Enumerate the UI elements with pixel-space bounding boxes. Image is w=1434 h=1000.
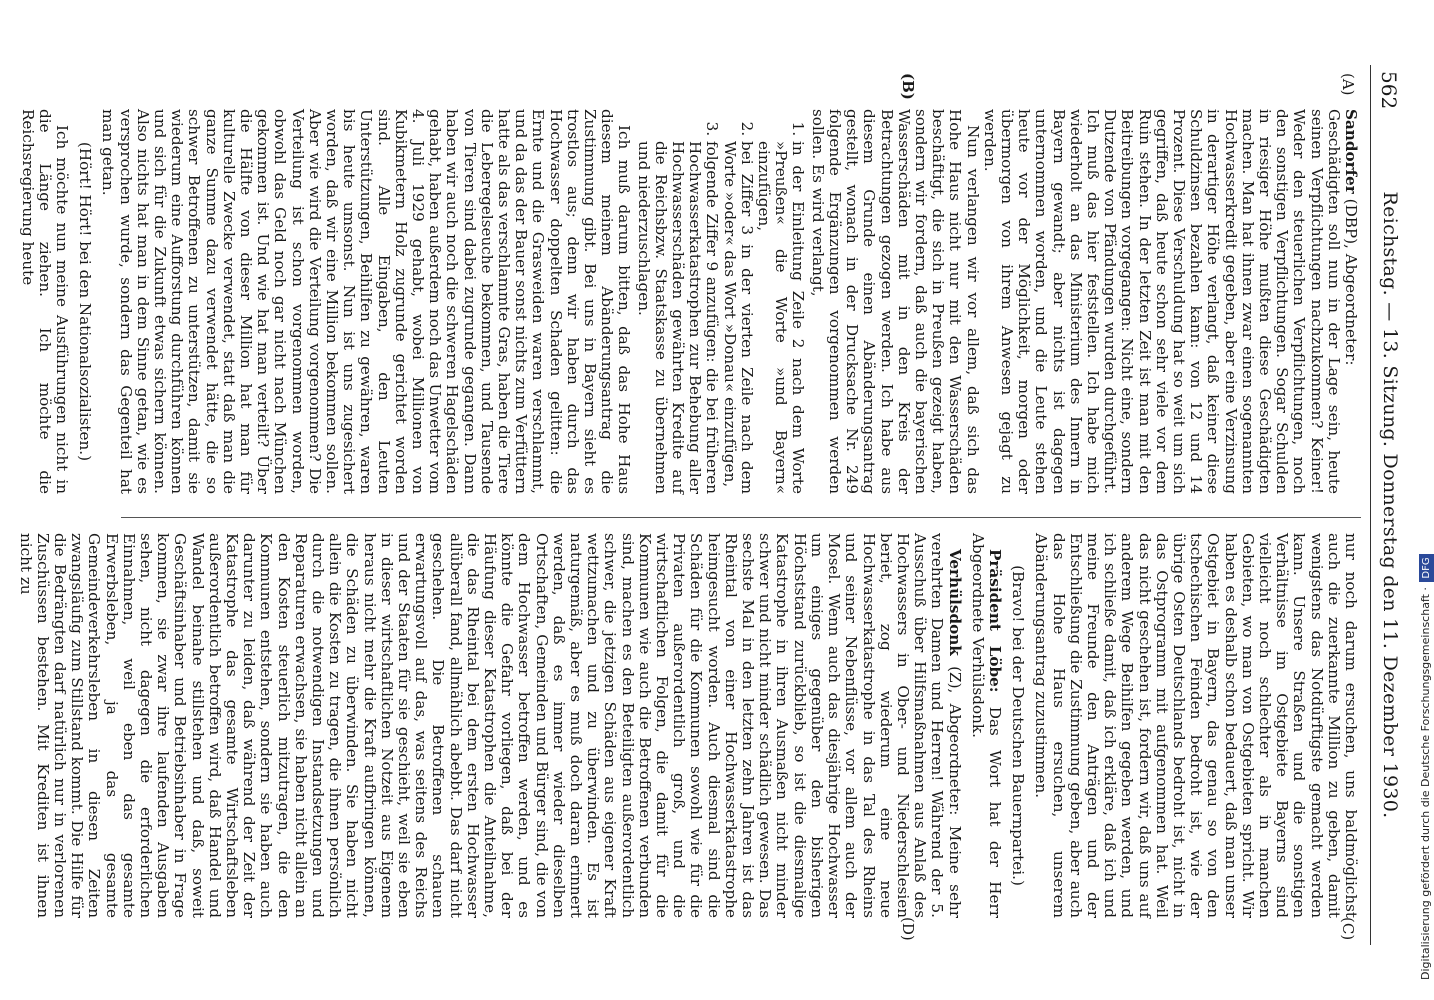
margin-marker-d: (D) [899, 917, 917, 941]
digitization-note [1418, 0, 1434, 980]
column-divider [121, 517, 1361, 518]
running-head: Reichstag. — 13. Sitzung. Donnerstag den 11. Dezember 1930. [1379, 191, 1401, 819]
speech-opening [16, 533, 962, 918]
paragraph: Nun verlangen wir vor allem, daß sich das Hohe Haus nicht nur mit den Wasserschäden beschäftigt, die sich in Preußen gezeigt haben, sondern wir fordern, daß auch die bayerischen Wasserschäden mit in den Kreis der Betrachtungen gezogen werden. Ich habe aus diesem Grunde einen Abänderungsantrag gestellt, wonach in der Drucksache Nr. 249 folgende Ergänzungen vorgenommen werden sollen. Es wird verlangt, [808, 109, 982, 494]
interjection: (Hört! Hört! bei den Nationalsozialisten.) [76, 141, 95, 462]
applause-note: (Bravo! bei der Deutschen Bauernpartei.) [1009, 565, 1028, 886]
president-text: Das Wort hat der Herr Abgeordnete Verhülsdonk. [968, 533, 1004, 918]
margin-marker-b: (B) [899, 73, 917, 100]
left-column [18, 109, 1359, 494]
paragraph: nur noch darum ersuchen, uns baldmöglichst auch die zuerkannte Million zu geben, damit wenigstens das Notdürftigste gemacht werden kann. Unsere Straßen und die sonstigen Verhältnisse im Ostgebiete Bayerns sind vielleicht noch schlechter als in manchen Gebieten, wo man von Ostgebieten spricht. Wir haben es deshalb schon bedauert, daß man unser Ostgebiet in Bayern, das genau so von den tschechischen Feinden bedroht ist, wie der übrige Osten Deutschlands bedroht ist, nicht in das Ostprogramm mit aufgenommen hat. Weil das nicht geschehen ist, fordern wir, daß uns auf anderem Wege Beihilfen gegeben werden, und ich schließe damit, daß ich erkläre, daß ich und meine Freunde den Anträgen und der Entschließung die Zustimmung geben, aber auch das Hohe Haus ersuchen, unserem Abänderungsantrag zuzustimmen. [1032, 533, 1360, 918]
list-item: 1. in der Einleitung Zeile 2 nach dem Worte »Preußen« die Worte »und Bayern« einzufügen, [755, 141, 807, 494]
paragraph: Ich möchte nun meine Ausführungen nicht in die Länge ziehen. Ich möchte die Reichsregierung heute [18, 109, 71, 494]
speaker-detail: (Z), Abgeordneter: Meine sehr verehrten Damen und Herren! Während der 5. Ausschuß über Hilfsmaßnahmen aus Anlaß des Hochwassers in Ober- und Niederschlesien beriet, zog wiederum eine neue Hochwasserkatastrophe in das Tal des Rheins und seiner Nebenflüsse, vor allem auch der Mosel. Wenn auch das diesjährige Hochwasser um einiges gegenüber den bisherigen Höchststand zurückblieb, so ist die diesmalige Katastrophe in ihren Ausmaßen nicht minder schwer und nicht minder schädlich gewesen. Das sechste Mal in den letzten zehn Jahren ist das Rheintal von einer Hochwasserkatastrophe heimgesucht worden. Auch diesmal sind die Schäden für die Kommunen sowohl wie für die Privaten außerordentlich groß, und die wirtschaftlichen Folgen, die damit für die Kommunen wie auch die Betroffenen verbunden sind, machen es den Beteiligten außerordentlich schwer, die jetzigen Schäden aus eigener Kraft wettzumachen und zu überwinden. Es ist naturgemäß, aber es muß doch daran erinnert werden, daß es immer wieder dieselben Ortschaften, Gemeinden und Bürger sind, die von dem Hochwasser betroffen werden, und es könnte die Gefahr vorliegen, daß bei der Häufung dieser Katastrophen die Anteilnahme, die das Rheintal bei dem ersten Hochwasser allüberall fand, allmählich abebbt. Das darf nicht geschehen. Die Betroffenen schauen erwartungsvoll auf das, was seitens des Reichs und der Staaten für sie geschieht, weil sie eben in dieser wirtschaftlichen Notzeit aus Eigenem heraus nicht mehr die Kraft aufbringen können, die Schäden zu überwinden. Sie haben nicht allein die Kosten zu tragen, die ihnen persönlich durch die notwendigen Instandsetzungen und Reparaturen erwachsen, sie haben nicht allein an den Kosten steuerlich mitzutragen, die den Kommunen entstehen, sondern sie haben auch darunter zu leiden, daß während der Zeit der Katastrophe das gesamte Wirtschaftsleben außerordentlich betroffen wird, daß Handel und Wandel beinahe stillstehen und daß, soweit Geschäftsinhaber und Betriebsinhaber in Frage kommen, sie zwar ihre laufenden Ausgaben sehen, nicht dagegen die erforderlichen Einnahmen, weil eben das gesamte Erwerbsleben, ja das gesamte Gemeindeverkehrsleben in diesen Zeiten zwangsläufig zum Stillstand kommt. Die Hilfe für die Bedrängten darf natürlich nur in verlorenen Zuschüssen bestehen. Mit Krediten ist ihnen nicht zu [16, 533, 964, 918]
amendment-list [634, 127, 806, 494]
margin-marker-c: (C) [1339, 917, 1357, 941]
president-remark [969, 533, 1003, 918]
dfg-logo: DFG [1419, 554, 1434, 581]
margin-marker-a: (A) [1339, 73, 1357, 96]
digitization-text: Digitalisierung gefördert durch die Deutsche Forschungsgemeinschaft · [1419, 587, 1432, 980]
right-column [16, 533, 1359, 918]
list-item: 3. folgende Ziffer 9 anzufügen: die bei früheren Hochwasserkatastrophen zur Behebung aller Hochwasserschäden gewährten Kredite auf die Reichsbzw. Staatskasse zu übernehmen und niederzuschlagen. [634, 141, 720, 494]
page-header [1370, 65, 1405, 945]
speaker-name: Verhülsdonk [945, 549, 964, 656]
speech-opening [1342, 109, 1359, 494]
list-item: 2. bei Ziffer 3 in der vierten Zeile nach dem Worte »oder« das Wort »Donau« einzufügen, [720, 141, 754, 494]
document-page [16, 65, 1405, 945]
paragraph: Ich muß darum bitten, daß das Hohe Haus diesem meinem Abänderungsantrag die Zustimmung gibt. Bei uns in Bayern sieht es trostlos aus; denn wir haben durch das Hochwasser doppelten Schaden gelitten: die Ernte und die Grasweiden waren verschlammt, und da das der Bauer sonst nichts zum Verfüttern hatte als das verschlammte Gras, haben die Tiere die Leberegelseuche bekommen, und Tausende von Tieren sind dabei zugrunde gegangen. Dann haben wir auch noch die schweren Hagelschäden gehabt, haben außerdem noch das Unwetter vom 4. Juli 1929 gehabt, wobei Millionen von Kubikmetern Holz zugrunde gerichtet worden sind. Alle Eingaben, den Leuten Unterstützungen, Beihilfen zu gewähren, waren bis heute umsonst. Nun ist uns zugesichert worden, daß wir eine Million bekommen sollen. Aber wie wird die Verteilung vorgenommen? Die Verteilung ist schon vorgenommen worden, obwohl das Geld noch gar nicht nach München gekommen ist. Und wie hat man verteilt? Über die Hälfte von dieser Million hat man für kulturelle Zwecke verwendet, statt daß man die ganze Summe dazu verwendet hätte, die so schwer Betroffenen zu unterstützen, damit sie wiederum eine Aufforstung durchführen können und sich für die Zukunft etwas sichern können. Also nichts hat man in dem Sinne getan, wie es versprochen wurde, sondern das Gegenteil hat man getan. [99, 109, 634, 494]
paragraph: Geschädigten soll nun in der Lage sein, heute seinen Verpflichtungen nachzukommen? Keiner! Weder den steuerlichen Verpflichtungen, noch den sonstigen Verpflichtungen. Sogar Schulden in riesiger Höhe mußten diese Geschädigten machen. Man hat ihnen zwar einen sogenannten Hochwasserkredit gegeben, aber eine Verzinsung in derartiger Höhe verlangt, daß keiner diese Schuldzinsen bezahlen kann: von 12 und 14 Prozent. Diese Verschuldung hat so weit um sich gegriffen, daß heute schon sehr viele vor dem Ruin stehen. In der letzten Zeit ist man mit den Beitreibungen vorgegangen: Nicht eine, sondern Dutzende von Pfändungen wurden durchgeführt. Ich muß das hier feststellen. Ich habe mich wiederholt an das Ministerium des Innern in Bayern gewandt; aber nichts ist dagegen unternommen worden, und die Leute stehen heute vor der Möglichkeit, morgen oder übermorgen von ihrem Anwesen gejagt zu werden. [980, 109, 1343, 494]
president-label: Präsident Löbe: [985, 549, 1004, 693]
page-number: 562 [1377, 71, 1401, 110]
speaker-name: Sandorfer [1342, 109, 1360, 194]
speaker-detail: (DBP), Abgeordneter: [1342, 193, 1360, 366]
